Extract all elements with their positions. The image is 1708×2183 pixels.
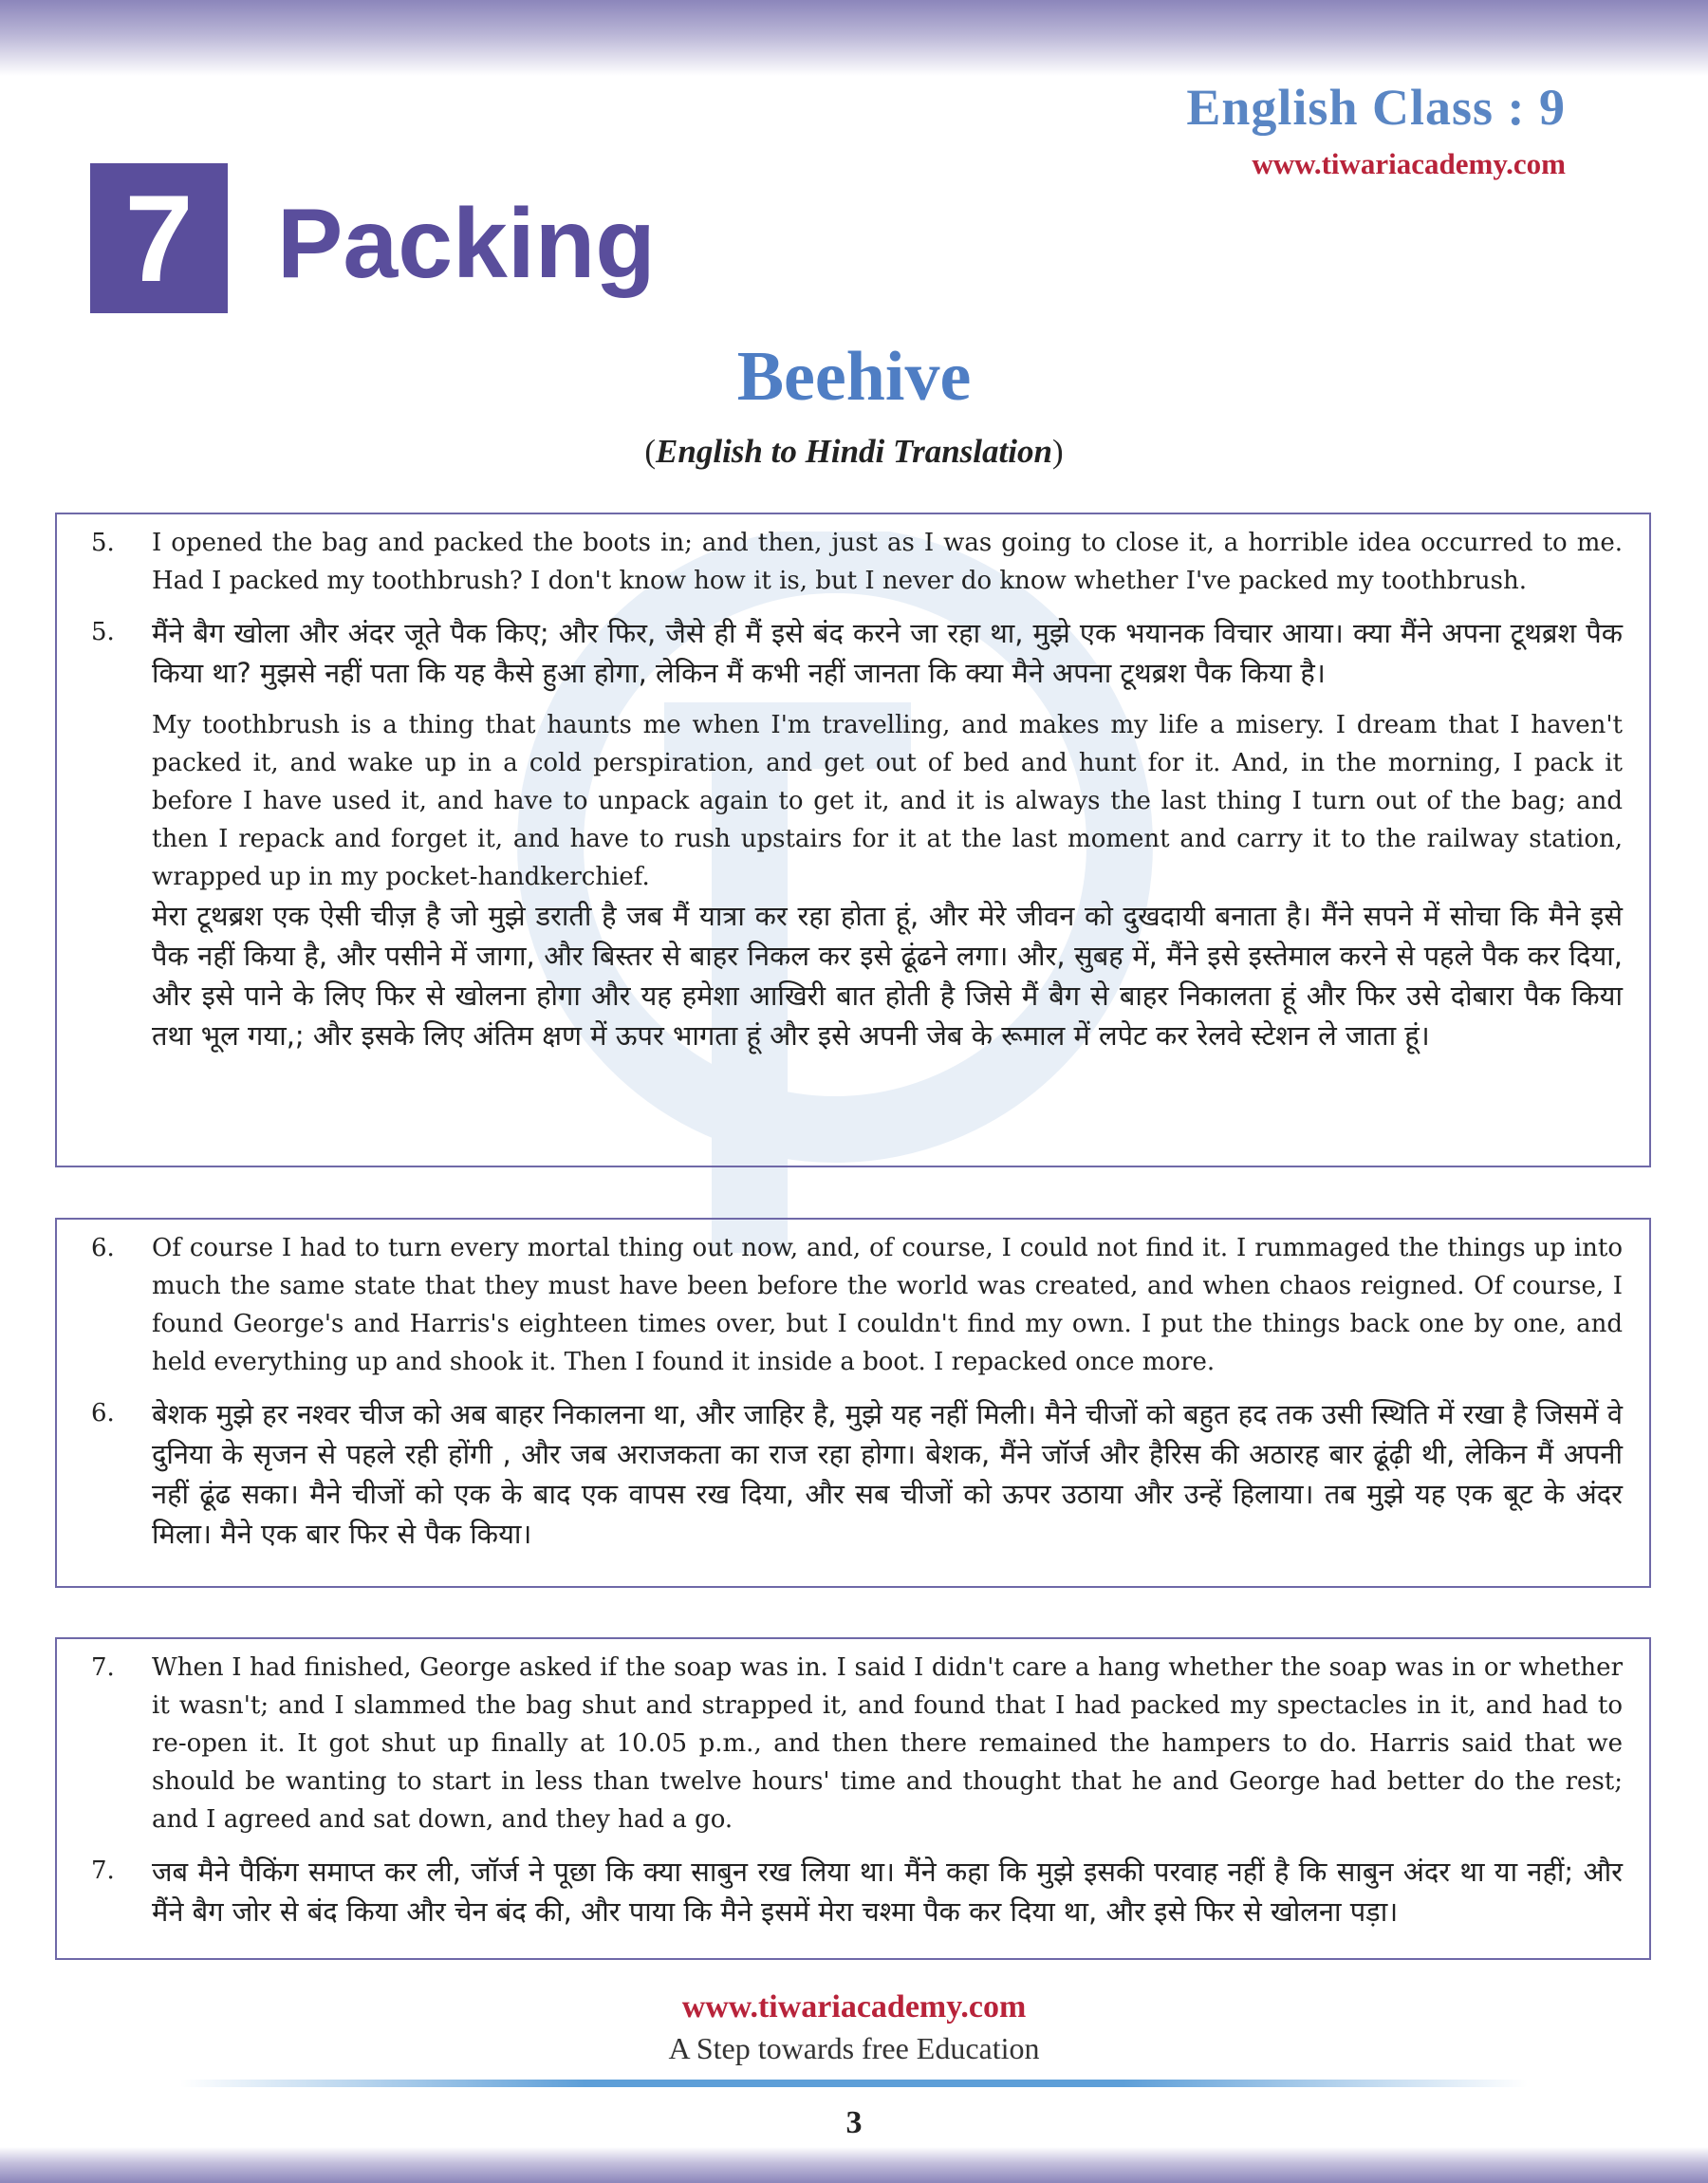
paragraph-text: जब मैने पैकिंग समाप्त कर ली, जॉर्ज ने पूछा कि क्या साबुन रख लिया था। मैंने कहा कि मुझे इसकी परवाह नहीं है कि साबुन अंदर था या नहीं; और मैंने बैग जोर से बंद किया और चेन बंद की, और पाया कि मैने इसमें मेरा चश्मा पैक कर दिया था, और इसे फिर से खोलना पड़ा।: [152, 1856, 1623, 1928]
chapter-title: Packing: [277, 189, 656, 299]
paragraph-number: 6.: [91, 1399, 115, 1427]
footer-tagline: A Step towards free Education: [668, 2031, 1040, 2065]
english-paragraph: [57, 524, 1623, 600]
paragraph-text: बेशक मुझे हर नश्वर चीज को अब बाहर निकालना था, और जाहिर है, मुझे यह नहीं मिली। मैने चीजों को बहुत हद तक उसी स्थिति में रखा है जिसमें वे दुनिया के सृजन से पहले रही होंगी , और जब अराजकता का राज रहा होगा। बेशक, मैंने जॉर्ज और हैरिस की अठारह बार ढूंढ़ी थी, लेकिन मैं अपनी नहीं ढूंढ सका। मैने चीजों को एक के बाद एक वापस रख दिया, और सब चीजों को ऊपर उठाया और उन्हें हिलाया। तब मुझे यह एक बूट के अंदर मिला। मैने एक बार फिर से पैक किया।: [152, 1398, 1623, 1550]
subtitle-open-paren: (: [644, 433, 657, 470]
subtitle-text: English to Hindi Translation: [656, 433, 1052, 470]
section-panel-6: [55, 1218, 1651, 1588]
subtitle: [0, 433, 1708, 471]
hindi-paragraph: [57, 1394, 1623, 1554]
paragraph-number: 7.: [91, 1653, 115, 1682]
paragraph-number: 5.: [91, 618, 115, 646]
footer-divider: [180, 2080, 1528, 2087]
chapter-number-badge: 7: [90, 163, 228, 313]
english-paragraph: [57, 1649, 1623, 1838]
paragraph-text: मैंने बैग खोला और अंदर जूते पैक किए; और फिर, जैसे ही मैं इसे बंद करने जा रहा था, मुझे एक भयानक विचार आया। क्या मैंने अपना टूथब्रश पैक किया था? मुझसे नहीं पता कि यह कैसे हुआ होगा, लेकिन मैं कभी नहीं जानता कि क्या मैने अपना टूथब्रश पैक किया है।: [152, 617, 1623, 689]
english-paragraph-continued: [152, 706, 1623, 896]
section-panel-5: [55, 513, 1651, 1167]
subtitle-close-paren: ): [1051, 433, 1064, 470]
bottom-gradient-band: [0, 2147, 1708, 2183]
paragraph-text: My toothbrush is a thing that haunts me when I'm travelling, and makes my life a misery. I dream that I haven't packed it, and wake up in a cold perspiration, and get out of bed and hunt for it. And, in the morning, I pack it before I have used it, and have to unpack again to get it, and it is always the last thing I turn out of the bag; and then I repack and forget it, and have to rush upstairs for it at the last moment and carry it to the railway station, wrapped up in my pocket-handkerchief.: [152, 711, 1623, 891]
hindi-paragraph-continued: [152, 896, 1623, 1055]
paragraph-text: I opened the bag and packed the boots in; and then, just as I was going to close it, a horrible idea occurred to me. Had I packed my toothbrush? I don't know how it is, but I never do know whether I've packed my toothbrush.: [152, 529, 1623, 595]
section-panel-7: [55, 1637, 1651, 1960]
paragraph-number: 7.: [91, 1856, 115, 1885]
paragraph-text: मेरा टूथब्रश एक ऐसी चीज़ है जो मुझे डराती है जब मैं यात्रा कर रहा होता हूं, और मेरे जीवन को दुखदायी बनाता है। मैंने सपने में सोचा कि मैने इसे पैक नहीं किया है, और पसीने में जागा, और बिस्तर से बाहर निकल कर इसे ढूंढने लगा। और, सुबह में, मैंने इसे इस्तेमाल करने से पहले पैक कर दिया, और इसे पाने के लिए फिर से खोलना होगा और यह हमेशा आखिरी बात होती है जिसे मैं बैग से बाहर निकालता हूं और फिर उसे दोबारा पैक किया तथा भूल गया,; और इसके लिए अंतिम क्षण में ऊपर भागता हूं और इसे अपनी जेब के रूमाल में लपेट कर रेलवे स्टेशन ले जाता हूं।: [152, 900, 1623, 1052]
page-number: 3: [845, 2105, 863, 2140]
hindi-paragraph: [57, 613, 1623, 693]
book-title: Beehive: [736, 338, 972, 416]
top-gradient-band: [0, 0, 1708, 76]
paragraph-text: When I had finished, George asked if the soap was in. I said I didn't care a hang whether the soap was in or whether it wasn't; and I slammed the bag shut and strapped it, and found that I had packed my spectacles in it, and had to re-open it. It got shut up finally at 10.05 p.m., and then there remained the hampers to do. Harris said that we should be wanting to start in less than twelve hours' time and thought that he and George had better do the rest; and I agreed and sat down, and they had a go.: [152, 1653, 1623, 1834]
hindi-paragraph: [57, 1852, 1623, 1931]
paragraph-text: Of course I had to turn every mortal thing out now, and, of course, I could not find it. I rummaged the things up into much the same state that they must have been before the world was created, and when chaos reigned. Of course, I found George's and Harris's eighteen times over, but I couldn't find my own. I put the things back one by one, and held everything up and shook it. Then I found it inside a boot. I repacked once more.: [152, 1234, 1623, 1376]
class-title: English Class : 9: [1186, 79, 1566, 136]
header-website-link[interactable]: www.tiwariacademy.com: [1252, 147, 1566, 180]
footer-website-link[interactable]: www.tiwariacademy.com: [681, 1989, 1027, 2024]
paragraph-number: 5.: [91, 529, 115, 557]
paragraph-number: 6.: [91, 1234, 115, 1262]
english-paragraph: [57, 1229, 1623, 1381]
